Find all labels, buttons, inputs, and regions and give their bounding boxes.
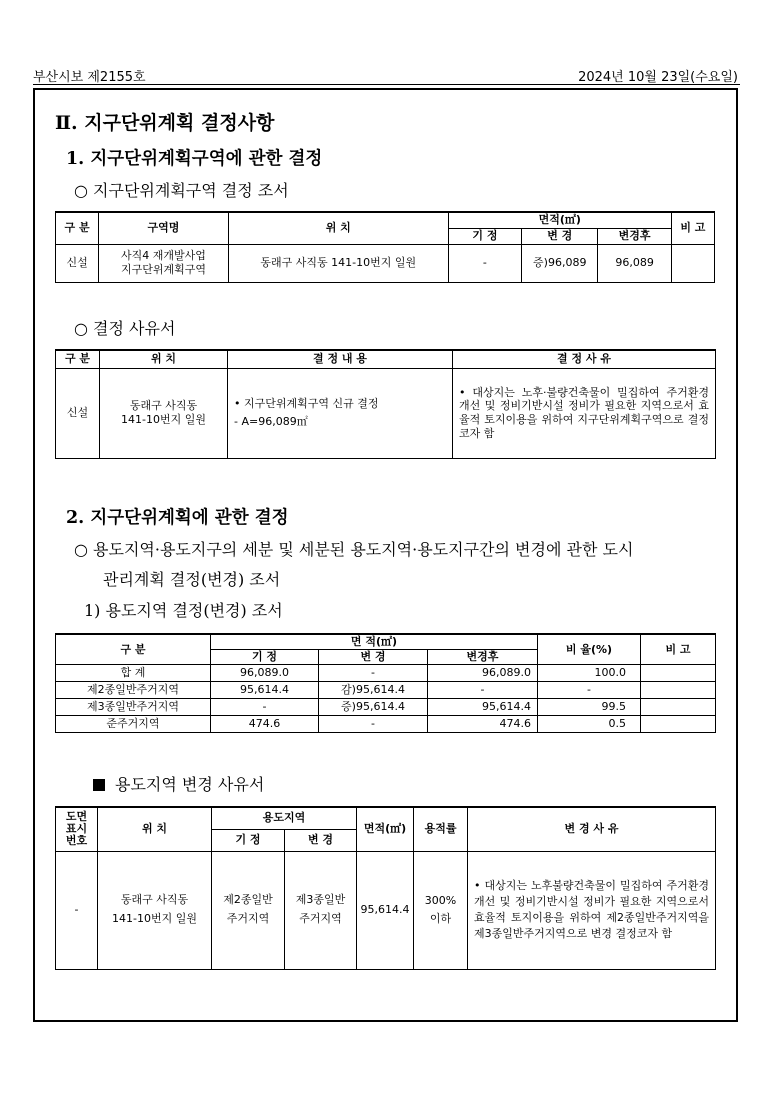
cell-after: 474.6 xyxy=(428,715,538,732)
col-note: 비 고 xyxy=(641,634,716,664)
bulletin-date: 2024년 10월 23일(수요일) xyxy=(578,70,738,85)
section-title: Ⅱ. 지구단위계획 결정사항 xyxy=(55,112,275,134)
col-before: 기 정 xyxy=(211,649,319,664)
cell-gubun: 준주거지역 xyxy=(56,715,211,732)
cell-reason: • 대상지는 노후불량건축물이 밀집하여 주거환경 개선 및 정비기반시설 정비가 필요한 지역으로서 효율적 토지이용을 위하여 제2종일반주거지역을 제3종일반주거지역으로 변경 결정코자 함 xyxy=(468,851,716,969)
zoning-table-title: 1) 용도지역 결정(변경) 조서 xyxy=(84,601,283,620)
cell-before: - xyxy=(211,698,319,715)
subsection-1-title: 1. 지구단위계획구역에 관한 결정 xyxy=(66,149,323,169)
cell-change: 증)95,614.4 xyxy=(319,698,428,715)
cell-before: 96,089.0 xyxy=(211,664,319,681)
col-gubun: 구 분 xyxy=(56,350,100,368)
cell-change: - xyxy=(319,664,428,681)
item-reason-title: ○ 결정 사유서 xyxy=(74,319,176,338)
cell-gubun: 신설 xyxy=(56,368,100,458)
cell-ratio: - xyxy=(538,681,641,698)
col-before: 기 정 xyxy=(448,228,521,244)
item-zoning-title-line1: ○ 용도지역·용도지구의 세분 및 세분된 용도지역·용도지구간의 변경에 관한 도시 xyxy=(74,540,634,559)
cell-after: 96,089 xyxy=(598,244,671,282)
col-before: 기 정 xyxy=(212,829,285,851)
cell-name: 사직4 재개발사업 지구단위계획구역 xyxy=(99,244,229,282)
cell-gubun: 제2종일반주거지역 xyxy=(56,681,211,698)
cell-location: 동래구 사직동 141-10번지 일원 xyxy=(98,851,212,969)
zoning-change-table xyxy=(55,633,716,733)
cell-content: • 지구단위계획구역 신규 결정 - A=96,089㎡ xyxy=(228,368,453,458)
col-after: 변경후 xyxy=(428,649,538,664)
header-divider xyxy=(33,84,740,85)
cell-note xyxy=(641,681,716,698)
zoning-reason-table xyxy=(55,806,716,970)
table-row xyxy=(56,244,715,282)
table-row xyxy=(56,664,716,681)
cell-location: 동래구 사직동 141-10번지 일원 xyxy=(100,368,228,458)
col-reason: 변 경 사 유 xyxy=(468,807,716,851)
table-row xyxy=(56,681,716,698)
cell-map-number: - xyxy=(56,851,98,969)
bulletin-issue: 부산시보 제2155호 xyxy=(33,70,146,85)
cell-change: 증)96,089 xyxy=(522,244,598,282)
table-row xyxy=(56,851,716,969)
col-change: 변 경 xyxy=(522,228,598,244)
col-ratio: 비 율(%) xyxy=(538,634,641,664)
cell-note xyxy=(671,244,714,282)
col-note: 비 고 xyxy=(671,212,714,244)
cell-change: 감)95,614.4 xyxy=(319,681,428,698)
cell-change: - xyxy=(319,715,428,732)
cell-note xyxy=(641,715,716,732)
cell-before: 제2종일반 주거지역 xyxy=(212,851,285,969)
cell-area: 95,614.4 xyxy=(357,851,414,969)
cell-change: 제3종일반 주거지역 xyxy=(285,851,357,969)
col-name: 구역명 xyxy=(99,212,229,244)
cell-gubun: 제3종일반주거지역 xyxy=(56,698,211,715)
cell-reason: • 대상지는 노후·불량건축물이 밀집하여 주거환경 개선 및 정비기반시설 정비가 필요한 지역으로서 효율적 토지이용을 위하여 지구단위계획구역으로 결정코자 함 xyxy=(453,368,716,458)
item-district-table-title: ○ 지구단위계획구역 결정 조서 xyxy=(74,181,289,200)
col-location: 위 치 xyxy=(98,807,212,851)
col-gubun: 구 분 xyxy=(56,634,211,664)
cell-gubun: 합 계 xyxy=(56,664,211,681)
col-location: 위 치 xyxy=(228,212,448,244)
col-area: 면적(㎡) xyxy=(448,212,671,228)
zoning-reason-title: 용도지역 변경 사유서 xyxy=(93,772,264,795)
cell-note xyxy=(641,698,716,715)
table-row xyxy=(56,715,716,732)
cell-location: 동래구 사직동 141-10번지 일원 xyxy=(228,244,448,282)
cell-ratio: 99.5 xyxy=(538,698,641,715)
col-gubun: 구 분 xyxy=(56,212,99,244)
col-area: 면적(㎡) xyxy=(357,807,414,851)
col-change: 변 경 xyxy=(285,829,357,851)
cell-after: 96,089.0 xyxy=(428,664,538,681)
cell-after: 95,614.4 xyxy=(428,698,538,715)
table-row xyxy=(56,368,716,458)
cell-before: 474.6 xyxy=(211,715,319,732)
cell-note xyxy=(641,664,716,681)
col-map-number: 도면 표시 번호 xyxy=(56,807,98,851)
col-change: 변 경 xyxy=(319,649,428,664)
cell-before: 95,614.4 xyxy=(211,681,319,698)
cell-gubun: 신설 xyxy=(56,244,99,282)
cell-ratio: 100.0 xyxy=(538,664,641,681)
decision-reason-table xyxy=(55,349,716,459)
col-zone: 용도지역 xyxy=(212,807,357,829)
cell-ratio: 0.5 xyxy=(538,715,641,732)
subsection-2-title: 2. 지구단위계획에 관한 결정 xyxy=(66,508,289,528)
col-far: 용적률 xyxy=(414,807,468,851)
cell-after: - xyxy=(428,681,538,698)
black-square-bullet-icon xyxy=(93,779,105,791)
district-decision-table xyxy=(55,211,715,283)
cell-far: 300% 이하 xyxy=(414,851,468,969)
col-content: 결 정 내 용 xyxy=(228,350,453,368)
col-area: 면 적(㎡) xyxy=(211,634,538,649)
col-location: 위 치 xyxy=(100,350,228,368)
table-row xyxy=(56,698,716,715)
col-after: 변경후 xyxy=(598,228,671,244)
col-reason: 결 정 사 유 xyxy=(453,350,716,368)
item-zoning-title-line2: 관리계획 결정(변경) 조서 xyxy=(103,570,281,589)
cell-before: - xyxy=(448,244,521,282)
